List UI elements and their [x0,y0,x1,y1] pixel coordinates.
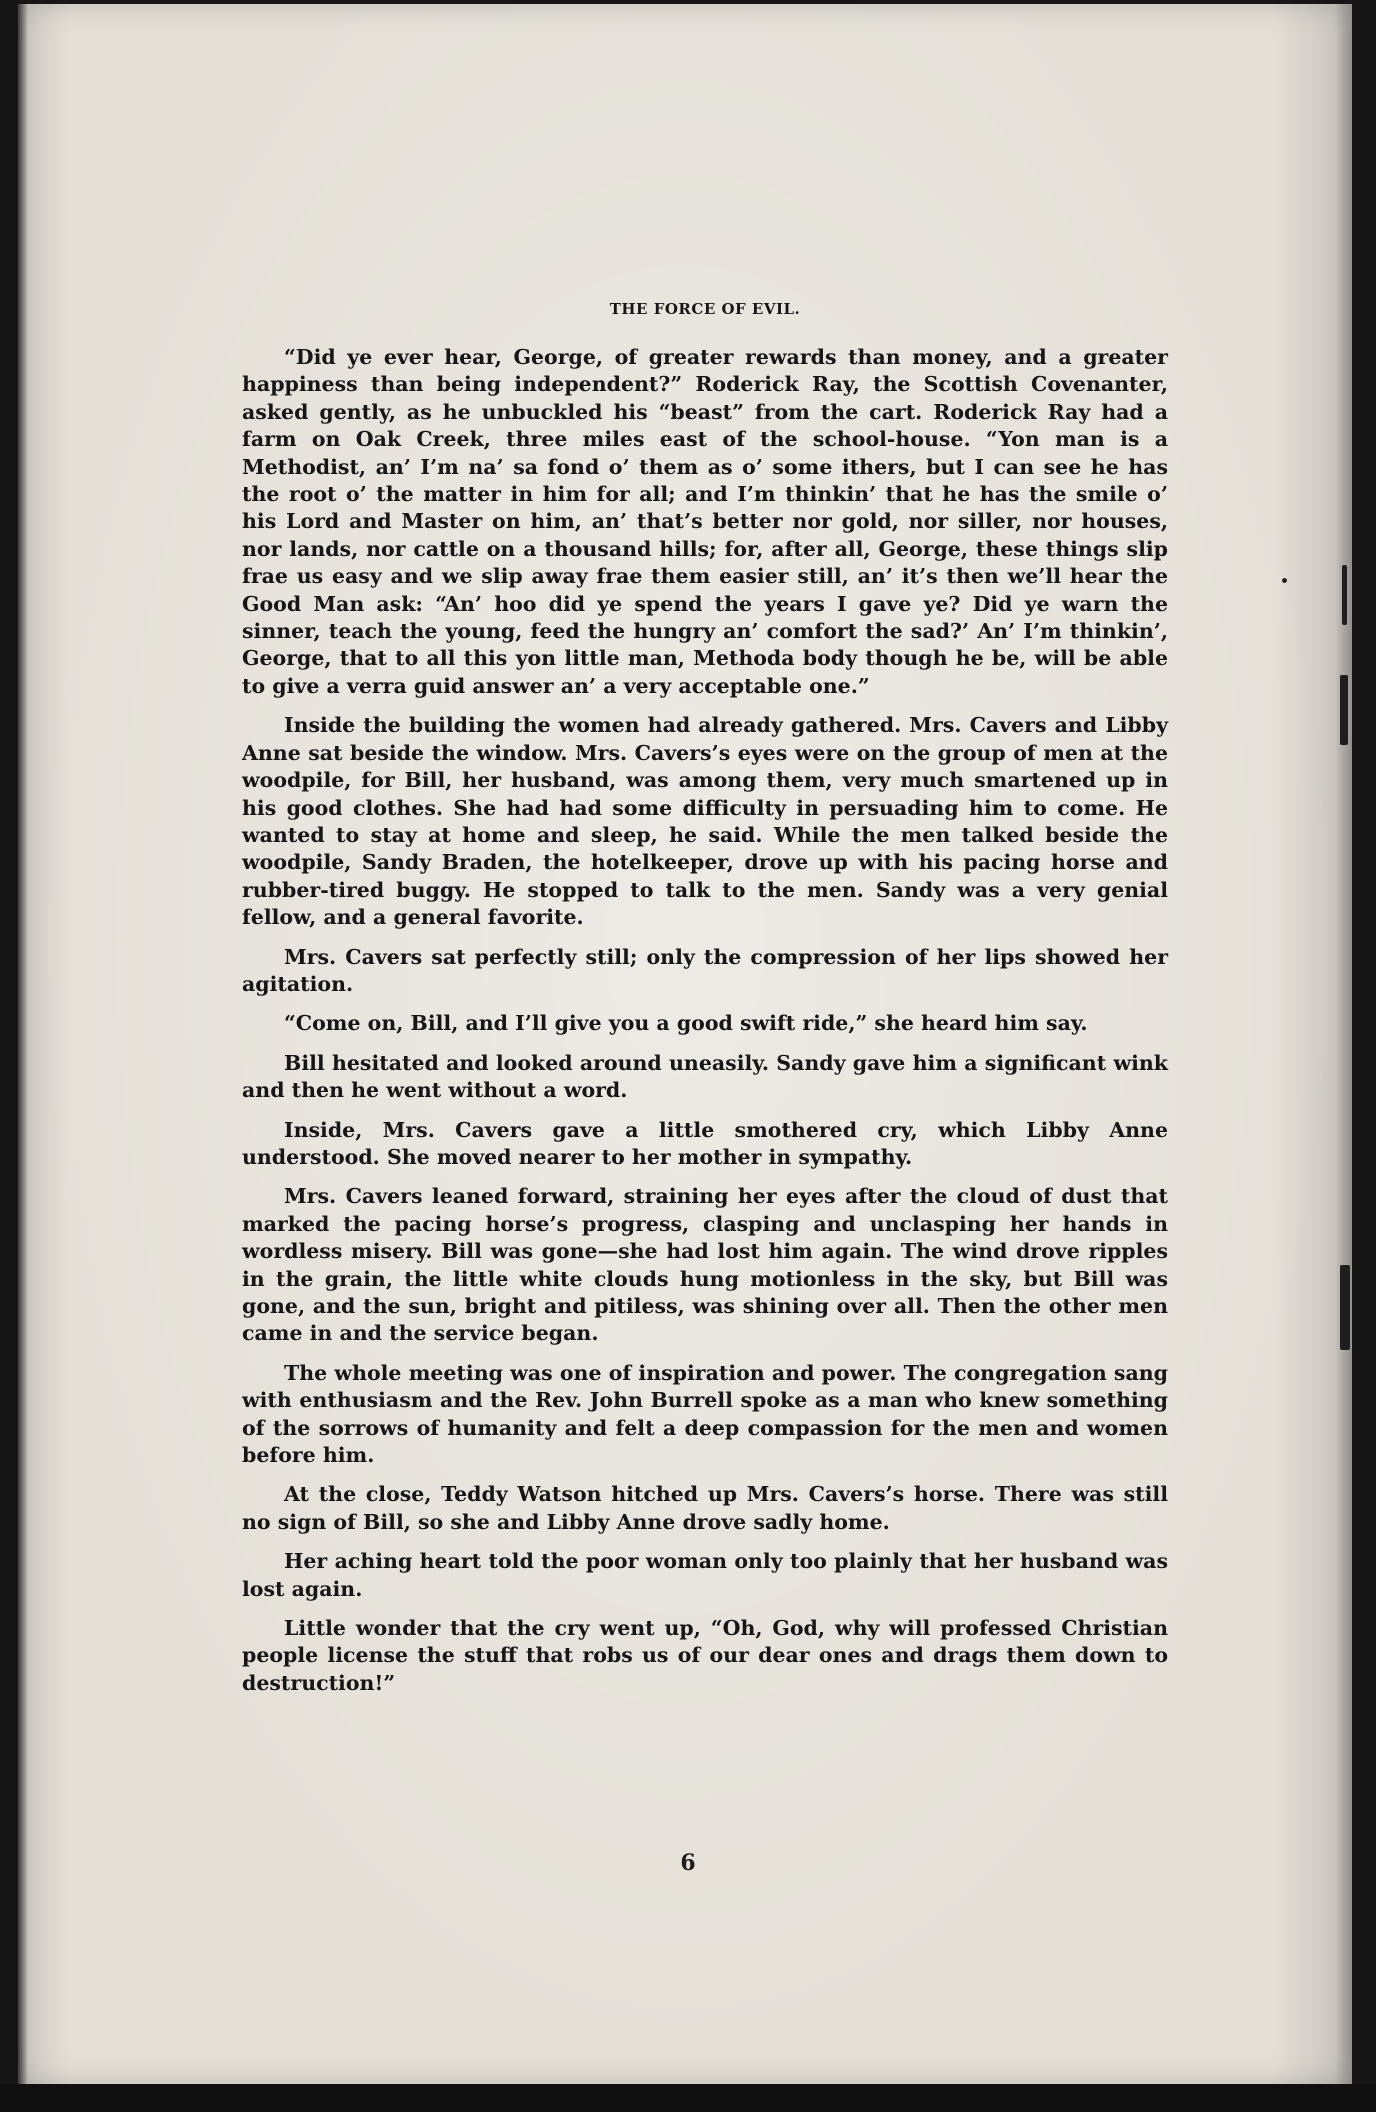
margin-ink-mark [1340,675,1348,745]
page-text-block [242,300,1168,1709]
paragraph: Mrs. Cavers sat perfectly still; only the compression of her lips showed her agitation. [242,944,1168,996]
margin-ink-mark [1340,1265,1350,1350]
paragraph: At the close, Teddy Watson hitched up Mrs. Cavers’s horse. There was still no sign of Bill, so she and Libby Anne drove sadly home. [242,1482,1168,1534]
paragraph: “Did ye ever hear, George, of greater rewards than money, and a greater happiness than being independent?” Roderick Ray, the Scottish Covenanter, asked gently, as he unbuckled his “beast” from the cart. Roderick Ray had a farm on Oak Creek, three miles east of the school-house. “Yon man is a Methodist, an’ I’m na’ sa fond o’ them as o’ some ithers, but I can see he has the root o’ the matter in him for all; and I’m thinkin’ that he has the smile o’ his Lord and Master on him, an’ that’s better nor gold, nor siller, nor houses, nor lands, nor cattle on a thousand hills; for, after all, George, these things slip frae us easy and we slip away frae them easier still, an’ it’s then we’ll hear the Good Man ask: “An’ hoo did ye spend the years I gave ye? Did ye warn the sinner, teach the young, feed the hungry an’ comfort the sad?’ An’ I’m thinkin’, George, that to all this yon little man, Methoda body though he be, will be able to give a verra guid answer an’ a very acceptable one.” [242,345,1168,698]
paragraph: “Come on, Bill, and I’ll give you a good swift ride,” she heard him say. [284,1011,1088,1036]
paragraph: Inside the building the women had already gathered. Mrs. Cavers and Libby Anne sat beside the window. Mrs. Cavers’s eyes were on the group of men at the woodpile, for Bill, her husband, was among them, very much smartened up in his good clothes. She had had some difficulty in persuading him to come. He wanted to stay at home and sleep, he said. While the men talked beside the woodpile, Sandy Braden, the hotelkeeper, drove up with his pacing horse and rubber-tired buggy. He stopped to talk to the men. Sandy was a very genial fellow, and a general favorite. [242,713,1168,930]
paragraph: Inside, Mrs. Cavers gave a little smothered cry, which Libby Anne understood. She moved nearer to her mother in sympathy. [242,1117,1168,1169]
paragraph: Her aching heart told the poor woman only too plainly that her husband was lost again. [242,1549,1168,1601]
paragraph: Little wonder that the cry went up, “Oh, God, why will professed Christian people license the stuff that robs us of our dear ones and drags them down to destruction!” [242,1616,1168,1695]
page-left-edge-shadow [18,4,28,2084]
paragraph: The whole meeting was one of inspiration and power. The congregation sang with enthusiasm and the Rev. John Burrell spoke as a man who knew something of the sorrows of humanity and felt a deep compassion for the men and women before him. [242,1360,1168,1468]
margin-ink-mark [1342,565,1347,625]
margin-ink-dot [1282,578,1287,583]
scan-bottom-border [0,2084,1376,2112]
paragraph: Bill hesitated and looked around uneasily. Sandy gave him a significant wink and then he went without a word. [242,1050,1168,1103]
running-heading: THE FORCE OF EVIL. [609,300,801,318]
page-number: 6 [680,1850,696,1876]
page-right-edge-shadow [1335,4,1352,2084]
paragraph: Mrs. Cavers leaned forward, straining her eyes after the cloud of dust that marked the pacing horse’s progress, clasping and unclasping her hands in wordless misery. Bill was gone—she had lost him again. The wind drove ripples in the grain, the little white clouds hung motionless in the sky, but Bill was gone, and the sun, bright and pitiless, was shining over all. Then the other men came in and the service began. [242,1184,1168,1346]
